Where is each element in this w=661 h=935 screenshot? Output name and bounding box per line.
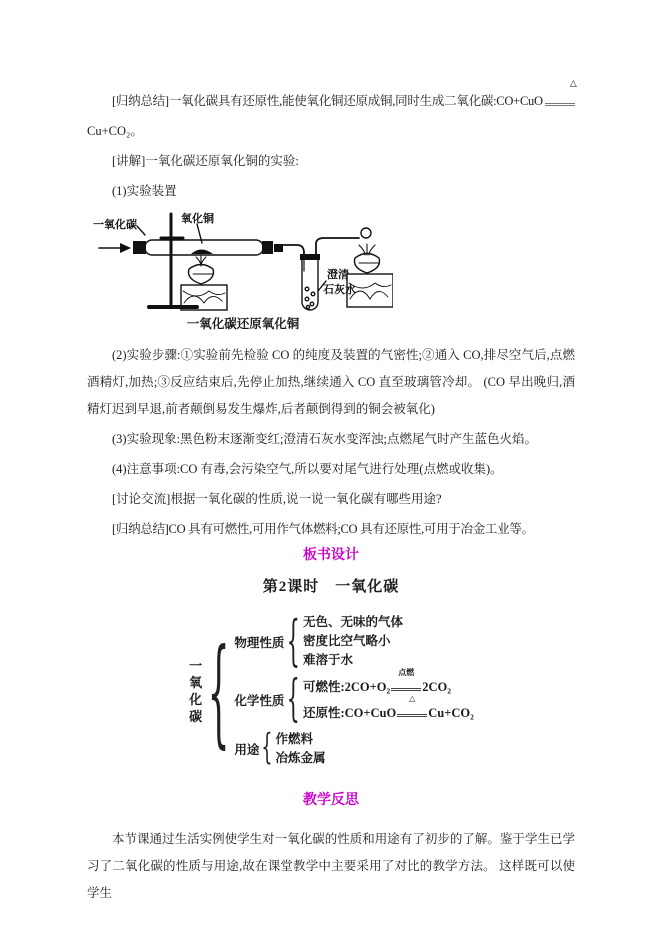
usage-items — [275, 730, 325, 768]
chemical-item-combustibility — [302, 668, 474, 700]
bubble — [306, 305, 309, 308]
physical-brace: { — [287, 610, 301, 673]
paragraph-precautions: (4)注意事项:CO 有毒,会污染空气,所以要对尾气进行处理(点燃或收集)。 — [112, 462, 503, 476]
board-mindmap — [188, 611, 474, 770]
heading-board-design: 板书设计 — [303, 548, 359, 563]
document-content — [87, 78, 577, 910]
reaction-condition-line — [397, 694, 427, 717]
paragraph-summary-reduction — [87, 78, 577, 115]
delta-condition: △ — [409, 694, 416, 703]
physical-items — [303, 613, 403, 670]
equation-right: 2CO₂ — [422, 680, 451, 694]
usage-brace: { — [261, 728, 274, 769]
cuo-powder — [191, 250, 213, 255]
branch-physical-label: 物理性质 — [234, 635, 285, 650]
heading-teaching-reflection: 教学反思 — [303, 793, 359, 808]
physical-item: 难溶于水 — [302, 653, 353, 667]
apparatus-diagram — [93, 211, 393, 313]
test-tube-stopper — [300, 254, 320, 260]
paragraph-reflection: 本节课通过生活实例使学生对一氧化碳的性质和用途有了初步的了解。鉴于学生已学习了二氧化碳的性质与用途,故在课堂教学中主要采用了对比的教学方法。 这样既可以使学生 — [87, 832, 575, 900]
bubble — [305, 287, 309, 291]
mindmap-root-label: 一氧化碳 — [189, 657, 203, 724]
equation-left: 可燃性:2CO+O₂ — [302, 680, 391, 694]
mindmap-branches — [234, 611, 473, 770]
usage-item: 作燃料 — [275, 732, 313, 746]
paragraph-summary-uses: [归纳总结]CO 具有可燃性,可用作气体燃料;CO 具有还原性,可用于冶金工业等。 — [112, 522, 534, 536]
paragraph-steps: (2)实验步骤:①实验前先检验 CO 的纯度及装置的气密性;②通入 CO,排尽空气后,点燃酒精灯,加热;③反应结束后,先停止加热,继续通入 CO 直至玻璃管冷却。 (CO 早出晚归,酒精灯迟到早退,前者颠倒易发生爆炸,后者颠倒得到的铜会被氧化) — [87, 348, 575, 416]
outlet-tube — [316, 238, 359, 254]
limewater-label-2: 石灰水 — [323, 284, 356, 296]
equation-left: 还原性:CO+CuO — [302, 706, 397, 720]
branch-usage — [234, 730, 473, 768]
tailgas-flame-ball — [361, 228, 371, 238]
apparatus-inlet-label: 一氧化碳 — [93, 219, 137, 231]
inlet-leader — [137, 226, 145, 235]
apparatus-figure — [93, 211, 405, 334]
physical-item: 密度比空气略小 — [302, 634, 391, 648]
paragraph-equation-tail: Cu+CO₂。 — [87, 124, 143, 138]
physical-item: 无色、无味的气体 — [302, 615, 403, 629]
branch-chemical — [234, 668, 474, 729]
paragraph-apparatus-label: (1)实验装置 — [112, 184, 177, 198]
paragraph-phenomena: (3)实验现象:黑色粉末逐渐变红;澄清石灰水变浑浊;点燃尾气时产生蓝色火焰。 — [112, 432, 537, 446]
inlet-arrow-head — [120, 243, 131, 253]
right-connector — [274, 244, 283, 252]
lamp1-wood-grain — [183, 291, 225, 303]
apparatus-caption: 一氧化碳还原氧化铜 — [186, 317, 300, 331]
apparatus-cuo-label: 氧化铜 — [181, 213, 214, 225]
bubble — [310, 302, 314, 306]
branch-usage-label: 用途 — [234, 743, 260, 757]
bubble — [305, 297, 309, 301]
equation-right: Cu+CO₂ — [428, 706, 474, 720]
reaction-condition-line — [391, 668, 421, 691]
limewater-label-1: 澄清 — [327, 269, 349, 281]
ignite-condition: 点燃 — [398, 668, 415, 677]
branch-chemical-label: 化学性质 — [234, 694, 285, 708]
right-stopper — [262, 241, 273, 254]
paragraph-lecture: [讲解]一氧化碳还原氧化铜的实验: — [112, 154, 299, 168]
delta-condition: △ — [569, 78, 577, 88]
chemical-items — [302, 668, 474, 726]
left-stopper — [133, 241, 146, 254]
chemical-brace: { — [287, 671, 301, 729]
root-brace: { — [207, 621, 230, 760]
paragraph-discussion: [讨论交流]根据一氧化碳的性质,说一说一氧化碳有哪些用途? — [112, 492, 442, 506]
summary-text: [归纳总结]一氧化碳具有还原性,能使氧化铜还原成铜,同时生成二氧化碳:CO+CuO — [112, 94, 543, 108]
bubble — [311, 292, 315, 296]
chemical-item-reducibility — [302, 694, 474, 726]
lesson-title: 第2课时 一氧化碳 — [262, 579, 400, 595]
usage-item: 冶炼金属 — [275, 751, 326, 765]
reaction-condition-line — [545, 78, 577, 106]
